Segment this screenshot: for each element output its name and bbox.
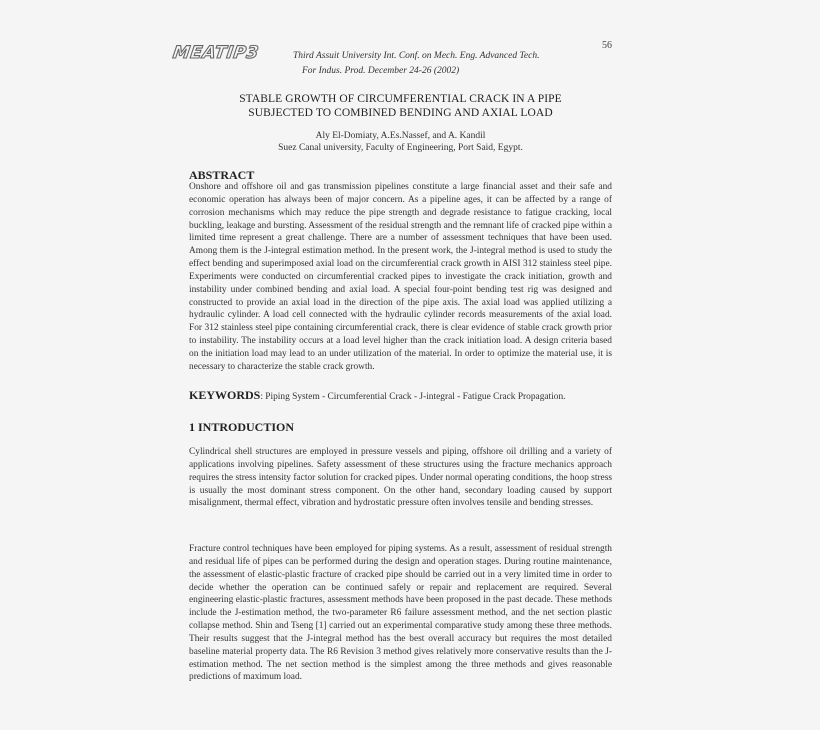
keywords-separator: : <box>260 392 266 402</box>
affiliation: Suez Canal university, Faculty of Engineering, Port Said, Egypt. <box>278 143 523 153</box>
introduction-paragraph-1: Cylindrical shell structures are employed in pressure vessels and piping, offshore oil drilling and a variety of applications involving pipelines. Safety assessment of these structures using the fracture mechanics approach requires the stress intensity factor solution for cracked pipes. Under normal operating conditions, the hoop stress is usually the most dominant stress component. On the other hand, secondary loading caused by support misalignment, thermal effect, vibration and hydrostatic pressure often involves tensile and bending stresses. <box>189 447 612 509</box>
meatip3-logo: MEATIP3 <box>171 43 261 63</box>
conference-line-2: For Indus. Prod. December 24-26 (2002) <box>302 66 460 76</box>
keywords-line <box>189 388 619 403</box>
keywords-label: KEYWORDS <box>189 388 261 402</box>
page-number: 56 <box>602 40 612 51</box>
keywords-text: Piping System - Circumferential Crack - J-integral - Fatigue Crack Propagation. <box>265 392 566 402</box>
title-line-2: SUBJECTED TO COMBINED BENDING AND AXIAL LOAD <box>248 107 553 119</box>
introduction-heading: 1 INTRODUCTION <box>189 420 295 434</box>
introduction-paragraph-2: Fracture control techniques have been employed for piping systems. As a result, assessment of residual strength and residual life of pipes can be performed during the design and operation stages. During routine maintenance, the assessment of elastic-plastic fracture of cracked pipe should be carried out in a very limited time in order to decide whether the operation can be continued safely or repair and replacement are required. Several engineering elastic-plastic fractures, assessment methods have been proposed in the past decade. These methods include the J-estimation method, the two-parameter R6 failure assessment method, and the net section plastic collapse method. Shin and Tseng [1] carried out an experimental comparative study among these three methods. Their results suggest that the J-integral method has the best overall accuracy but requires the most detailed baseline material property data. The R6 Revision 3 method gives relatively more conservative results than the J-estimation method. The net section method is the simplest among the three methods and gives reasonable predictions of maximum load. <box>189 544 612 683</box>
abstract-text: Onshore and offshore oil and gas transmission pipelines constitute a large financial asset and their safe and economic operation has always been of major concern. As a pipeline ages, it can be affected by a range of corrosion mechanisms which may reduce the pipe strength and degrade resistance to fatigue cracking, local buckling, leakage and bursting. Assessment of the residual strength and the remnant life of cracked pipe within a limited time represent a great challenge. There are a number of assessment techniques that have been used. Among them is the J-integral estimation method. In the present work, the J-integral method is used to study the effect bending and superimposed axial load on the circumferential crack growth in AISI 312 stainless steel pipe. Experiments were conducted on circumferential cracked pipes to investigate the crack initiation, growth and instability under combined bending and axial load. A special four-point bending test rig was designed and constructed to provide an axial load in the direction of the pipe axis. The axial load was applied utilizing a hydraulic cylinder. A load cell connected with the hydraulic cylinder records measurements of the axial load. For 312 stainless steel pipe containing circumferential crack, there is clear evidence of stable crack growth prior to instability. The instability occurs at a load level higher than the crack initiation load. A design criteria based on the initiation load may lead to an under utilization of the material. In order to optimize the material use, it is necessary to characterize the stable crack growth. <box>189 182 612 372</box>
title-line-1: STABLE GROWTH OF CIRCUMFERENTIAL CRACK IN A PIPE <box>239 93 562 105</box>
paper-title <box>189 92 612 120</box>
conference-header <box>293 49 539 79</box>
authors: Aly El-Domiaty, A.Es.Nassef, and A. Kandil <box>315 131 486 141</box>
author-block <box>189 130 612 154</box>
conference-line-1: Third Assuit University Int. Conf. on Mech. Eng. Advanced Tech. <box>293 51 540 61</box>
abstract-heading: ABSTRACT <box>189 168 255 182</box>
